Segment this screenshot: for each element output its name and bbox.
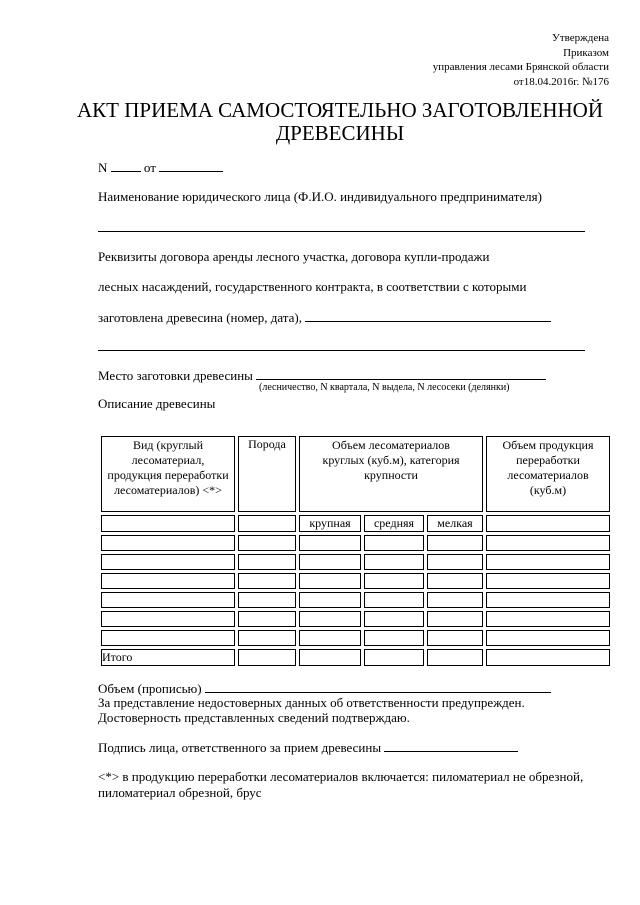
table-cell[interactable] [427, 573, 483, 589]
header-species: Порода [238, 436, 296, 512]
header-type: Вид (круглый лесоматериал, продукция переработки лесоматериалов) <*> [101, 436, 235, 512]
table-cell[interactable] [299, 592, 361, 608]
table-cell[interactable] [364, 535, 424, 551]
table-cell[interactable] [238, 554, 296, 570]
signature-field[interactable] [384, 739, 518, 752]
approval-line: Приказом [563, 46, 609, 59]
approval-block [433, 31, 609, 89]
table-cell[interactable] [101, 630, 235, 646]
table-cell[interactable] [427, 554, 483, 570]
approval-line: управления лесами Брянской области [432, 61, 609, 73]
table-cell[interactable] [238, 611, 296, 627]
table-row [101, 630, 610, 646]
contract-line-3-text: заготовлена древесина (номер, дата), [98, 310, 302, 325]
table-cell[interactable] [238, 573, 296, 589]
table-cell[interactable] [364, 649, 424, 666]
table-cell[interactable] [299, 611, 361, 627]
table-row [101, 611, 610, 627]
approval-line: Утверждена [552, 32, 609, 44]
table-cell[interactable] [486, 611, 610, 627]
table-cell[interactable] [427, 592, 483, 608]
table-cell[interactable] [427, 649, 483, 666]
table-cell[interactable] [299, 554, 361, 570]
table-cell[interactable] [364, 630, 424, 646]
table-cell[interactable] [238, 630, 296, 646]
table-row [101, 535, 610, 551]
total-label: Итого [101, 649, 235, 666]
header-volume: Объем лесоматериалов круглых (куб.м), категория крупности [299, 436, 483, 512]
table-cell[interactable] [238, 535, 296, 551]
date-label: от [143, 160, 156, 175]
contract-line-2: лесных насаждений, государственного контракта, в соответствии с которыми [98, 279, 527, 294]
table-row [101, 554, 610, 570]
document-title [40, 99, 640, 145]
table-cell[interactable] [486, 535, 610, 551]
approval-line: от18.04.2016г. №176 [513, 75, 609, 88]
number-label: N [98, 160, 108, 175]
table-cell[interactable] [238, 592, 296, 608]
table-cell[interactable] [364, 554, 424, 570]
entity-line[interactable] [98, 231, 585, 232]
confirm-text: Достоверность представленных сведений подтверждаю. [98, 710, 410, 725]
contract-line-1: Реквизиты договора аренды лесного участка, договора купли-продажи [98, 249, 490, 264]
subheader-small: мелкая [427, 515, 483, 532]
location-label: Место заготовки древесины [98, 368, 253, 383]
table-cell[interactable] [427, 535, 483, 551]
location-field[interactable] [256, 367, 546, 380]
table-cell[interactable] [238, 515, 296, 532]
signature-label: Подпись лица, ответственного за прием древесины [98, 740, 382, 755]
location-hint: (лесничество, N квартала, N выдела, N лесосеки (делянки) [259, 382, 510, 393]
warning-text: За представление недостоверных данных об ответственности предупрежден. [98, 695, 525, 710]
table-cell[interactable] [101, 592, 235, 608]
table-cell[interactable] [101, 611, 235, 627]
entity-label: Наименование юридического лица (Ф.И.О. индивидуального предпринимателя) [98, 189, 542, 204]
volume-field[interactable] [205, 680, 551, 693]
number-date-row [98, 159, 223, 176]
title-line-1: АКТ ПРИЕМА САМОСТОЯТЕЛЬНО ЗАГОТОВЛЕННОЙ [76, 98, 603, 122]
subheader-large: крупная [299, 515, 361, 532]
contract-field[interactable] [305, 309, 551, 322]
table-cell[interactable] [299, 573, 361, 589]
title-line-2: ДРЕВЕСИНЫ [275, 121, 405, 145]
number-field[interactable] [111, 159, 141, 172]
total-row [101, 649, 610, 666]
table-cell[interactable] [101, 515, 235, 532]
table-cell[interactable] [427, 630, 483, 646]
footnote-line-2: пиломатериал обрезной, брус [98, 785, 262, 800]
table-cell[interactable] [427, 611, 483, 627]
wood-table [98, 433, 613, 669]
description-label: Описание древесины [98, 396, 216, 411]
table-cell[interactable] [299, 649, 361, 666]
table-cell[interactable] [101, 535, 235, 551]
contract-line[interactable] [98, 350, 585, 351]
volume-label: Объем (прописью) [98, 681, 202, 696]
table-cell[interactable] [101, 554, 235, 570]
table-cell[interactable] [486, 630, 610, 646]
table-cell[interactable] [299, 535, 361, 551]
contract-line-3 [98, 309, 551, 326]
table-cell[interactable] [101, 573, 235, 589]
table-row [101, 573, 610, 589]
table-cell[interactable] [364, 611, 424, 627]
table-cell[interactable] [486, 573, 610, 589]
table-cell[interactable] [238, 649, 296, 666]
table-cell[interactable] [299, 630, 361, 646]
date-field[interactable] [159, 159, 223, 172]
table-cell[interactable] [486, 649, 610, 666]
table-cell[interactable] [486, 554, 610, 570]
footnote-line-1: <*> в продукцию переработки лесоматериалов включается: пиломатериал не обрезной, [98, 769, 584, 784]
header-product: Объем продукция переработки лесоматериалов (куб.м) [486, 436, 610, 512]
table-cell[interactable] [364, 592, 424, 608]
table-cell[interactable] [486, 592, 610, 608]
table-row [101, 592, 610, 608]
table-cell[interactable] [364, 573, 424, 589]
subheader-medium: средняя [364, 515, 424, 532]
table-cell[interactable] [486, 515, 610, 532]
signature-row [98, 739, 518, 756]
